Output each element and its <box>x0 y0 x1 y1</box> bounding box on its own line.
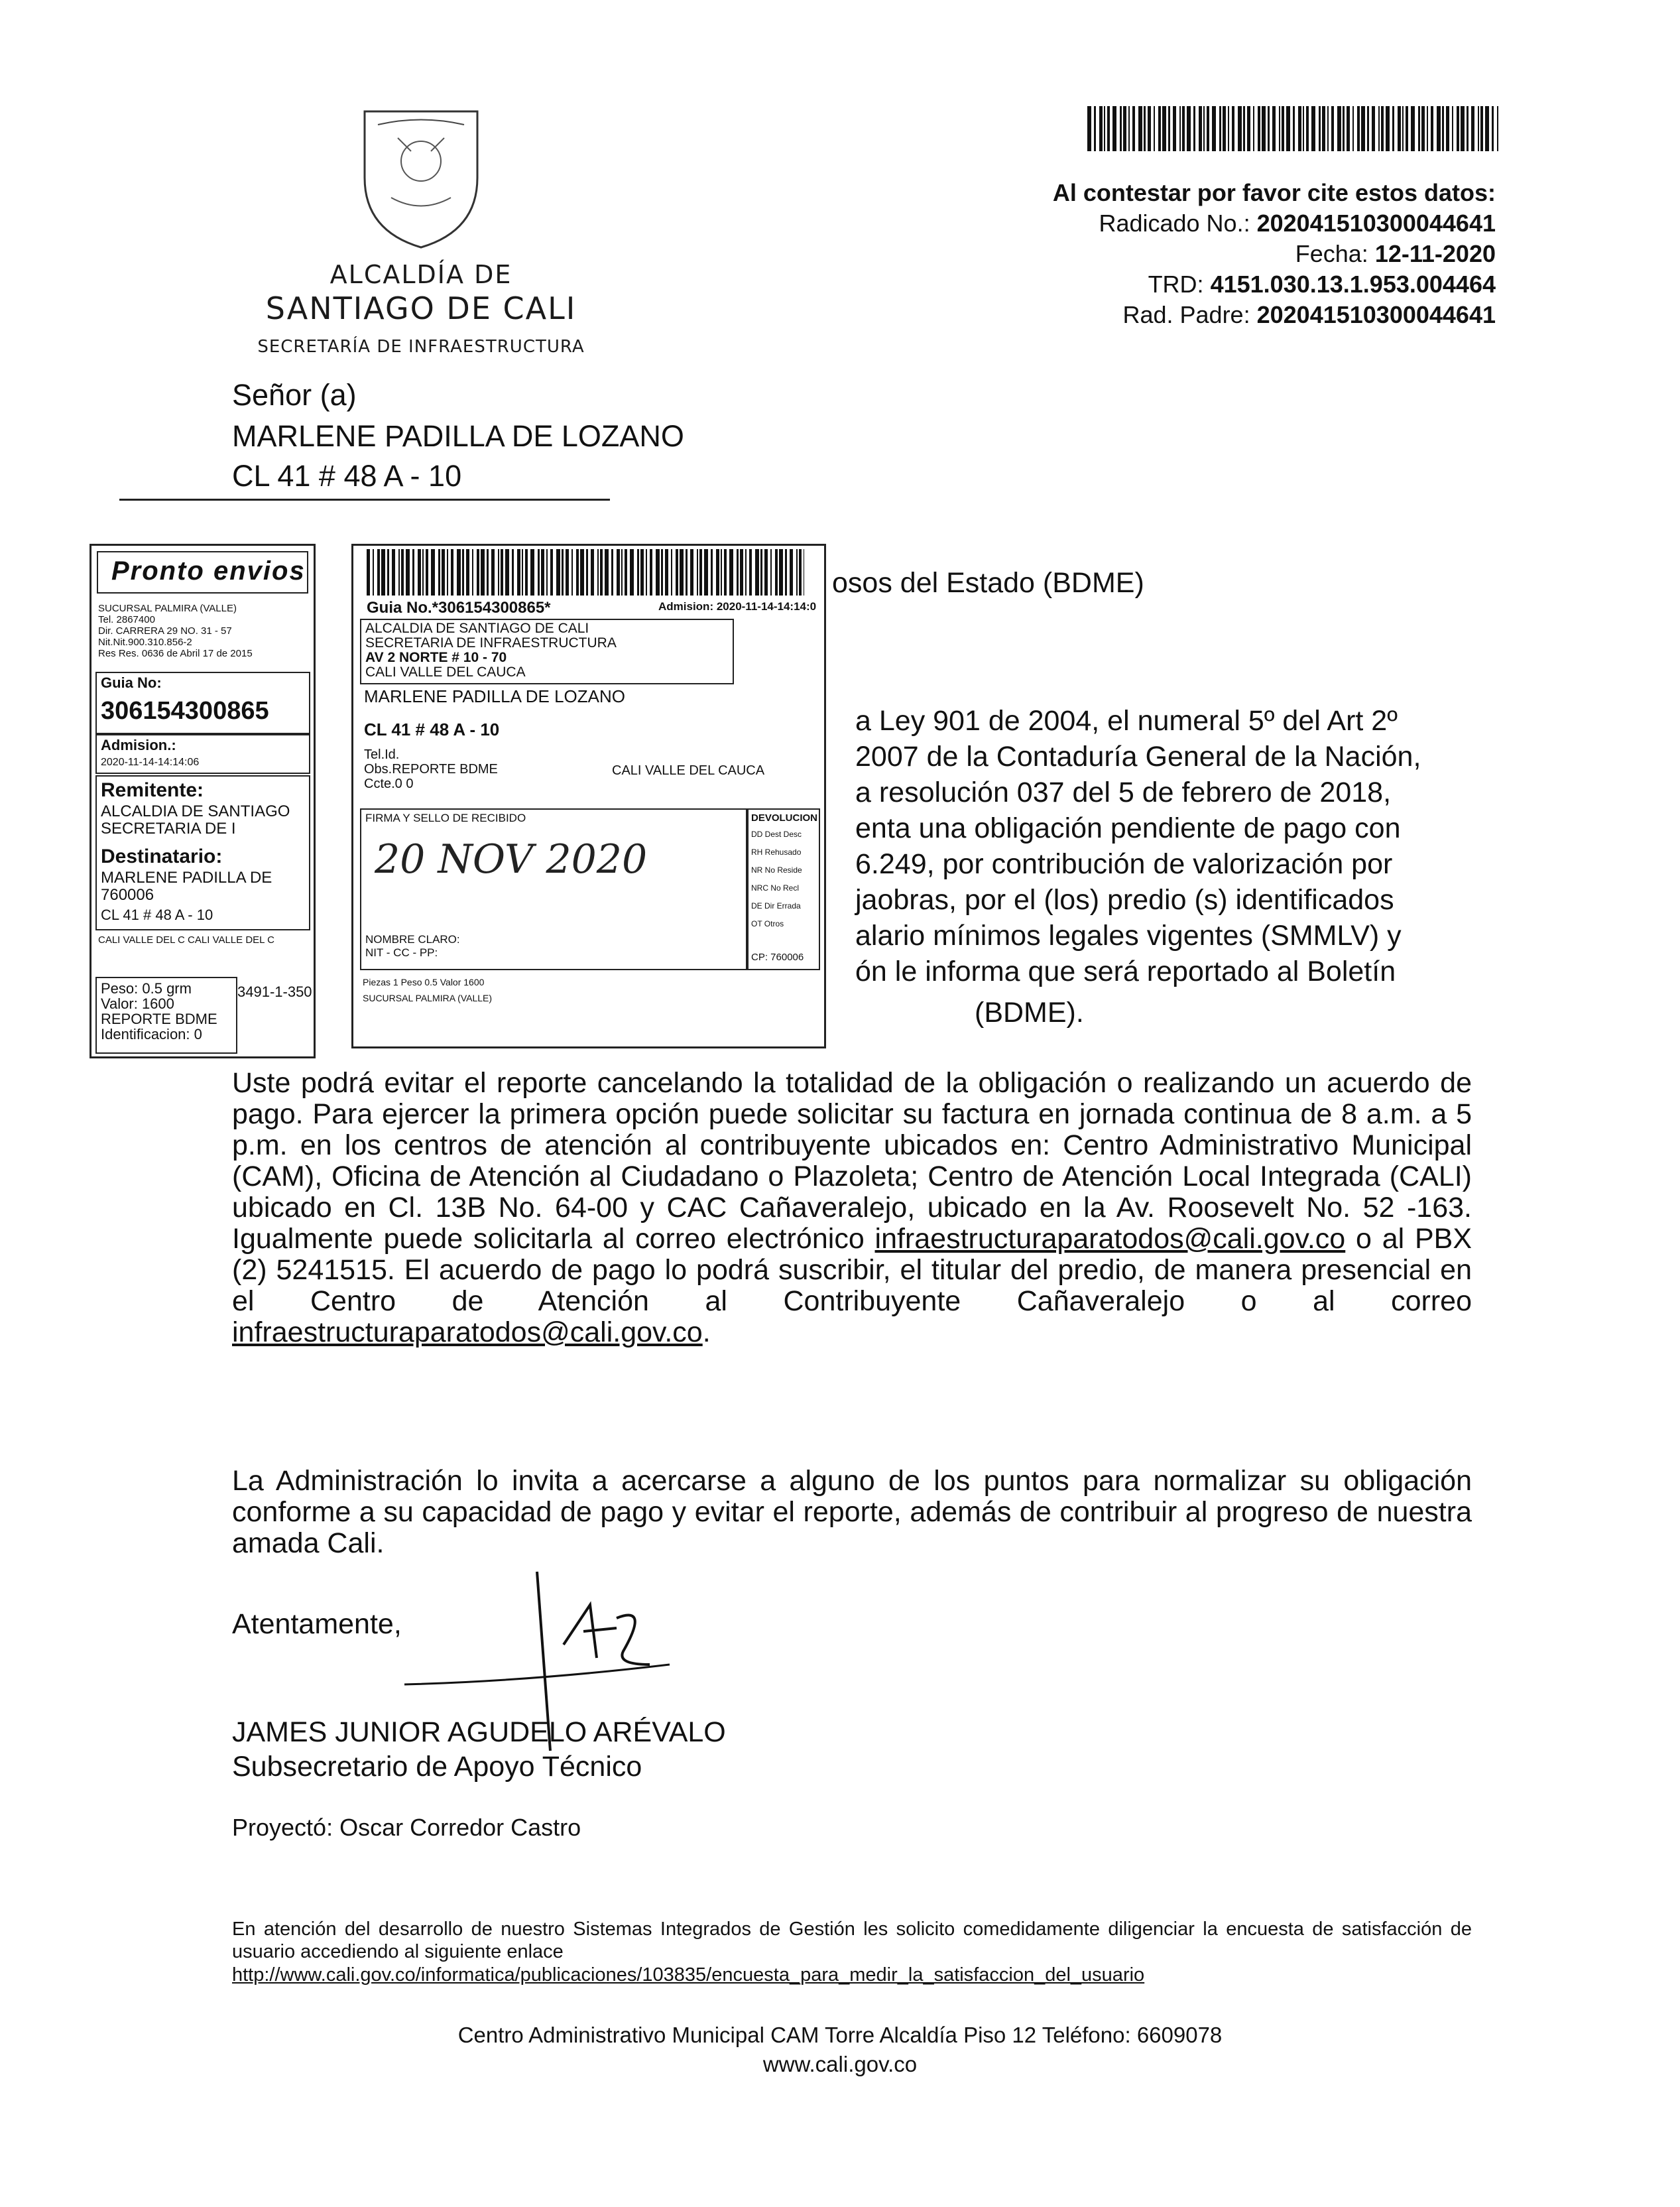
barcode-bar <box>597 549 599 596</box>
barcode-bar <box>1392 106 1394 151</box>
barcode-bar <box>1406 106 1408 151</box>
trd-line: TRD: 4151.030.13.1.953.004464 <box>1148 271 1496 298</box>
barcode-bar <box>724 549 727 596</box>
barcode-bar <box>1343 106 1345 151</box>
barcode-bar <box>729 549 733 596</box>
barcode-bar <box>1421 106 1425 151</box>
barcode-bar <box>1442 106 1444 151</box>
dev-option: OT Otros <box>751 919 784 928</box>
barcode-bar <box>1427 106 1428 151</box>
barcode-bar <box>1148 106 1151 151</box>
barcode-bar <box>398 549 400 596</box>
recipient-name: MARLENE PADILLA DE LOZANO <box>232 419 684 453</box>
barcode-bar <box>1099 106 1103 151</box>
barcode-bar <box>1480 106 1483 151</box>
barcode-bar <box>1431 106 1433 151</box>
body-fragment-5: enta una obligación pendiente de pago con <box>855 812 1401 844</box>
barcode-bar <box>1094 106 1096 151</box>
barcode-bar <box>646 549 647 596</box>
barcode-bar <box>661 549 663 596</box>
salutation: Señor (a) <box>232 378 357 412</box>
barcode-bar <box>740 549 743 596</box>
barcode-bar <box>1372 106 1375 151</box>
barcode-bar <box>775 549 778 596</box>
barcode-bar <box>745 549 747 596</box>
barcode-bar <box>457 549 461 596</box>
barcode-bar <box>605 549 609 596</box>
barcode-bar <box>1162 106 1166 151</box>
barcode-bar <box>755 549 759 596</box>
body-fragment-1: osos del Estado (BDME) <box>832 567 1144 599</box>
barcode-bar <box>1303 106 1304 151</box>
email-link-2[interactable]: infraestructuraparatodos@cali.gov.co <box>232 1316 703 1348</box>
barcode-bar <box>1112 106 1116 151</box>
barcode-bar <box>799 549 802 596</box>
barcode-bar <box>1199 106 1202 151</box>
barcode-bar <box>1446 106 1449 151</box>
barcode-bar <box>412 549 414 596</box>
barcode-bar <box>1378 106 1380 151</box>
barcode-bar <box>671 549 672 596</box>
barcode-bar <box>530 549 534 596</box>
body-fragment-4: a resolución 037 del 5 de febrero de 2018, <box>855 777 1392 808</box>
barcode-bar <box>481 549 485 596</box>
dev-option: RH Rehusado <box>751 848 802 857</box>
barcode-bar <box>796 549 798 596</box>
barcode-bar <box>1398 106 1401 151</box>
dev-option: DD Dest Desc <box>751 830 802 839</box>
barcode-bar <box>1182 106 1185 151</box>
barcode-bar <box>721 549 722 596</box>
barcode-bar <box>1485 106 1489 151</box>
barcode-bar <box>1203 106 1205 151</box>
barcode-bar <box>546 549 548 596</box>
letterhead-line3: SECRETARÍA DE INFRAESTRUCTURA <box>257 337 585 357</box>
barcode-bar <box>571 549 573 596</box>
courier-logo <box>97 551 308 594</box>
remitente-box: Remitente: ALCALDIA DE SANTIAGO SECRETARIA DE I Destinatario: MARLENE PADILLA DE 760006 CL 41 # 48 A - 10 <box>95 775 310 930</box>
barcode-bar <box>1158 106 1161 151</box>
footer-address: Centro Administrativo Municipal CAM Torre Alcaldía Piso 12 Teléfono: 6609078 <box>457 2023 1223 2047</box>
barcode-bar <box>1352 106 1354 151</box>
reference-title: Al contestar por favor cite estos datos: <box>1052 179 1496 206</box>
barcode-bar <box>1238 106 1242 151</box>
barcode-bar <box>406 549 410 596</box>
barcode-bar <box>1461 106 1465 151</box>
guia-barcode <box>367 549 804 596</box>
recipient-address: CL 41 # 48 A - 10 <box>232 459 462 493</box>
barcode-bar <box>1418 106 1420 151</box>
barcode-bar <box>466 549 469 596</box>
barcode-bar <box>387 549 389 596</box>
barcode-bar <box>1207 106 1209 151</box>
barcode-bar <box>1179 106 1181 151</box>
admision-box: Admision.: 2020-11-14-14:14:06 <box>95 734 310 774</box>
barcode-bar <box>699 549 702 596</box>
barcode-bar <box>1471 106 1474 151</box>
devolucion-box: DEVOLUCION DD Dest Desc RH Rehusado NR No Reside NRC No Recl DE Dir Errada OT Otros CP: 760006 <box>747 808 820 970</box>
body-fragment-8: alario mínimos legales vigentes (SMMLV) y <box>855 920 1402 952</box>
barcode-bar <box>1193 106 1195 151</box>
barcode-bar <box>1311 106 1315 151</box>
barcode-bar <box>451 549 453 596</box>
barcode-bar <box>1132 106 1135 151</box>
signer-name: JAMES JUNIOR AGUDELO ARÉVALO <box>232 1716 726 1748</box>
barcode-bar <box>1319 106 1321 151</box>
barcode-bar <box>1104 106 1105 151</box>
barcode-bar <box>690 549 693 596</box>
letterhead-line2: SANTIAGO DE CALI <box>265 290 577 326</box>
barcode-bar <box>1367 106 1369 151</box>
barcode-bar <box>1497 106 1498 151</box>
divider <box>119 499 610 501</box>
paragraph-3: La Administración lo invita a acercarse a alguno de los puntos para normalizar su obligación conforme a su capacidad de pago y evitar el reporte, además de contribuir al progreso de nuestra amada Cali. <box>232 1465 1472 1559</box>
barcode-bar <box>1107 106 1110 151</box>
signer-title: Subsecretario de Apoyo Técnico <box>232 1751 642 1783</box>
barcode-bar <box>1357 106 1360 151</box>
barcode-bar <box>591 549 594 596</box>
barcode-bar <box>491 549 495 596</box>
barcode-bar <box>442 549 445 596</box>
barcode-bar <box>617 549 620 596</box>
barcode-bar <box>1223 106 1226 151</box>
barcode-bar <box>1492 106 1494 151</box>
barcode-bar <box>1187 106 1191 151</box>
barcode-bar <box>501 549 503 596</box>
barcode-bar <box>381 549 385 596</box>
barcode-bar <box>566 549 569 596</box>
barcode-bar <box>477 549 479 596</box>
signature-box: FIRMA Y SELLO DE RECIBIDO 20 NOV 2020 NOMBRE CLARO: NIT - CC - PP: <box>360 808 747 970</box>
dev-option: DE Dir Errada <box>751 901 801 911</box>
barcode-bar <box>422 549 424 596</box>
barcode-bar <box>418 549 421 596</box>
barcode-bar <box>1212 106 1216 151</box>
barcode-bar <box>1243 106 1245 151</box>
survey-text: En atención del desarrollo de nuestro Sistemas Integrados de Gestión les solicito comedidamente diligenciar la encuesta de satisfacción de usuario accediendo al siguiente enlace <box>232 1919 1472 1962</box>
barcode-bar <box>562 549 564 596</box>
radicado-line: Radicado No.: 202041510300044641 <box>1099 210 1496 237</box>
barcode-bar <box>525 549 528 596</box>
barcode-bar <box>676 549 678 596</box>
barcode-bar <box>680 549 684 596</box>
barcode-bar <box>556 549 560 596</box>
barcode-bar <box>1327 106 1329 151</box>
barcode-bar <box>1306 106 1309 151</box>
barcode-bar <box>1154 106 1155 151</box>
footer-website: www.cali.gov.co <box>762 2052 918 2076</box>
barcode-bar <box>1331 106 1334 151</box>
barcode-bar <box>1253 106 1254 151</box>
barcode-bar <box>737 549 739 596</box>
barcode-bar <box>1282 106 1284 151</box>
courier-branch-info: SUCURSAL PALMIRA (VALLE) Tel. 2867400 Dir. CARRERA 29 NO. 31 - 57 Nit.Nit.900.310.856-2 Res Res. 0636 de Abril 17 de 2015 <box>98 603 253 659</box>
peso-box: Peso: 0.5 grm Valor: 1600 REPORTE BDME Identificacion: 0 <box>95 977 237 1054</box>
barcode-bar <box>487 549 489 596</box>
closing: Atentamente, <box>232 1608 402 1640</box>
barcode-bar <box>1219 106 1221 151</box>
barcode-bar <box>431 549 435 596</box>
barcode-bar <box>625 549 627 596</box>
barcode-bar <box>586 549 588 596</box>
paragraph-2: Uste podrá evitar el reporte cancelando la totalidad de la obligación o realizando un acuerdo de pago. Para ejercer la primera opción puede solicitar su factura en jornada continua de 8 a.m. a 5 p.m. en los centros de atención al contribuyente ubicados en: Centro Administrativo Municipal (CAM), Oficina de Atención al Ciudadano o Plazoleta; Centro de Atención Local Integrada (CALI) ubicado en Cl. 13B No. 64-00 y CAC Cañaveralejo, ubicado en la Av. Roosevelt No. 52 -163. Igualmente puede solicitarla al correo electrónico infraestructuraparatodos@cali.gov.co o al PBX (2) 5241515. El acuerdo de pago lo podrá suscribir, el titular del predio, de manera presencial en el Centro de Atención al Contribuyente Cañaveralejo o al correo infraestructuraparatodos@cali.gov.co. <box>232 1067 1472 1348</box>
barcode-bar <box>1087 106 1091 151</box>
guia-box: Guia No: 306154300865 <box>95 672 310 734</box>
barcode-bar <box>512 549 514 596</box>
received-stamp-date: 20 NOV 2020 <box>375 836 648 883</box>
body-fragment-10: (BDME). <box>975 997 1084 1029</box>
barcode-bar <box>1279 106 1280 151</box>
barcode-bar <box>1173 106 1176 151</box>
barcode-bar <box>1144 106 1146 151</box>
barcode-bar <box>1232 106 1234 151</box>
barcode-bar <box>1128 106 1130 151</box>
barcode-bar <box>1322 106 1325 151</box>
barcode-bar <box>1286 106 1290 151</box>
barcode-bar <box>600 549 603 596</box>
barcode-bar <box>1386 106 1390 151</box>
courier-brand: Pronto envios <box>111 556 306 586</box>
city-seal-logo <box>351 98 491 251</box>
barcode-bar <box>1293 106 1295 151</box>
barcode-bar <box>697 549 698 596</box>
barcode-bar <box>522 549 523 596</box>
body-fragment-3: 2007 de la Contaduría General de la Nación, <box>855 741 1421 773</box>
letterhead-line1: ALCALDÍA DE <box>330 260 512 289</box>
projected-by: Proyectó: Oscar Corredor Castro <box>232 1814 581 1841</box>
barcode-bar <box>704 549 708 596</box>
barcode-bar <box>373 549 374 596</box>
barcode-bar <box>498 549 499 596</box>
barcode-bar <box>637 549 639 596</box>
radicado-barcode <box>1087 106 1498 151</box>
barcode-bar <box>1361 106 1365 151</box>
barcode-bar <box>447 549 448 596</box>
barcode-bar <box>1402 106 1404 151</box>
barcode-bar <box>1168 106 1170 151</box>
barcode-bar <box>1381 106 1384 151</box>
barcode-bar <box>1262 106 1266 151</box>
survey-link[interactable]: http://www.cali.gov.co/informatica/publicaciones/103835/encuesta_para_medir_la_satisfaccion_del_usuario <box>232 1964 1145 1986</box>
barcode-bar <box>1452 106 1453 151</box>
barcode-bar <box>426 549 428 596</box>
barcode-bar <box>785 549 787 596</box>
barcode-bar <box>650 549 652 596</box>
recipient-block: MARLENE PADILLA DE LOZANO CL 41 # 48 A - 10 Tel.Id. Obs.REPORTE BDME Ccte.0 0 CALI VALLE DEL CAUCA <box>364 686 765 791</box>
courier-label-receipt: Pronto envios SUCURSAL PALMIRA (VALLE) Tel. 2867400 Dir. CARRERA 29 NO. 31 - 57 Nit.Nit.900.310.856-2 Res Res. 0636 de Abril 17 de 2015 Guia No: 306154300865 Admision.: 2020-11-14-14:14:06 Remitente: ALCALDIA DE SANTIAGO SECRETARIA DE I Destinatario: MARLENE PADILLA DE 760006 CL 41 # 48 A - 10 CALI VALLE DEL C CALI VALLE DEL C Peso: 0.5 grm Valor: 1600 REPORTE BDME Identificacion: 0 3491-1-350 <box>90 544 316 1058</box>
guia-number: 306154300865 <box>101 697 269 725</box>
barcode-bar <box>1123 106 1126 151</box>
barcode-bar <box>630 549 634 596</box>
barcode-bar <box>779 549 783 596</box>
barcode-bar <box>392 549 395 596</box>
dev-option: NRC No Recl <box>751 883 800 893</box>
barcode-bar <box>1258 106 1260 151</box>
barcode-bar <box>1437 106 1441 151</box>
barcode-bar <box>640 549 644 596</box>
barcode-bar <box>711 549 713 596</box>
barcode-bar <box>1347 106 1350 151</box>
courier-label-main: Guia No.*306154300865* Admision: 2020-11-14-14:14:0 ALCALDIA DE SANTIAGO DE CALI SECRETARIA DE INFRAESTRUCTURA AV 2 NORTE # 10 - 70 CALI VALLE DEL CAUCA MARLENE PADILLA DE LOZANO CL 41 # 48 A - 10 Tel.Id. Obs.REPORTE BDME Ccte.0 0 CALI VALLE DEL CAUCA FIRMA Y SELLO DE RECIBIDO 20 NOV 2020 NOMBRE CLARO: NIT - CC - PP: DEVOLUCION DD Dest Desc RH Rehusado NR No Reside NRC No Recl DE Dir Errada OT Otros CP: 760006 Piezas 1 Peso 0.5 Valor 1600 SUCURSAL PALMIRA (VALLE) <box>351 544 826 1048</box>
barcode-bar <box>550 549 553 596</box>
rad-padre-line: Rad. Padre: 202041510300044641 <box>1122 301 1496 328</box>
body-fragment-9: ón le informa que será reportado al Boletín <box>855 956 1396 987</box>
barcode-bar <box>1411 106 1415 151</box>
barcode-bar <box>377 549 380 596</box>
barcode-bar <box>462 549 464 596</box>
guia-main: Guia No.*306154300865* <box>367 599 551 617</box>
body-fragment-2: a Ley 901 de 2004, el numeral 5º del Art 2º <box>855 705 1398 737</box>
barcode-bar <box>716 549 719 596</box>
barcode-bar <box>1457 106 1459 151</box>
sender-block: ALCALDIA DE SANTIAGO DE CALI SECRETARIA DE INFRAESTRUCTURA AV 2 NORTE # 10 - 70 CALI VALLE DEL CAUCA <box>360 619 734 684</box>
email-link-1[interactable]: infraestructuraparatodos@cali.gov.co <box>874 1223 1346 1255</box>
dev-option: NR No Reside <box>751 865 802 875</box>
barcode-bar <box>790 549 793 596</box>
barcode-bar <box>656 549 660 596</box>
barcode-bar <box>611 549 613 596</box>
barcode-bar <box>1120 106 1122 151</box>
barcode-bar <box>401 549 404 596</box>
barcode-bar <box>1247 106 1250 151</box>
barcode-bar <box>472 549 473 596</box>
barcode-bar <box>580 549 584 596</box>
barcode-bar <box>1272 106 1276 151</box>
barcode-bar <box>1467 106 1469 151</box>
barcode-bar <box>764 549 768 596</box>
barcode-bar <box>621 549 623 596</box>
barcode-bar <box>665 549 668 596</box>
barcode-bar <box>517 549 520 596</box>
barcode-bar <box>686 549 688 596</box>
barcode-bar <box>749 549 752 596</box>
barcode-bar <box>576 549 579 596</box>
barcode-bar <box>541 549 544 596</box>
barcode-bar <box>367 549 370 596</box>
barcode-bar <box>1138 106 1142 151</box>
barcode-bar <box>1478 106 1479 151</box>
barcode-bar <box>538 549 540 596</box>
barcode-bar <box>1337 106 1341 151</box>
body-fragment-6: 6.249, por contribución de valorización por <box>855 848 1393 880</box>
barcode-bar <box>1268 106 1270 151</box>
barcode-bar <box>760 549 762 596</box>
barcode-bar <box>1298 106 1301 151</box>
body-fragment-7: jaobras, por el (los) predio (s) identificados <box>855 884 1394 916</box>
barcode-bar <box>770 549 772 596</box>
barcode-bar <box>438 549 440 596</box>
barcode-bar <box>1228 106 1229 151</box>
barcode-bar <box>505 549 509 596</box>
fecha-line: Fecha: 12-11-2020 <box>1295 240 1496 267</box>
